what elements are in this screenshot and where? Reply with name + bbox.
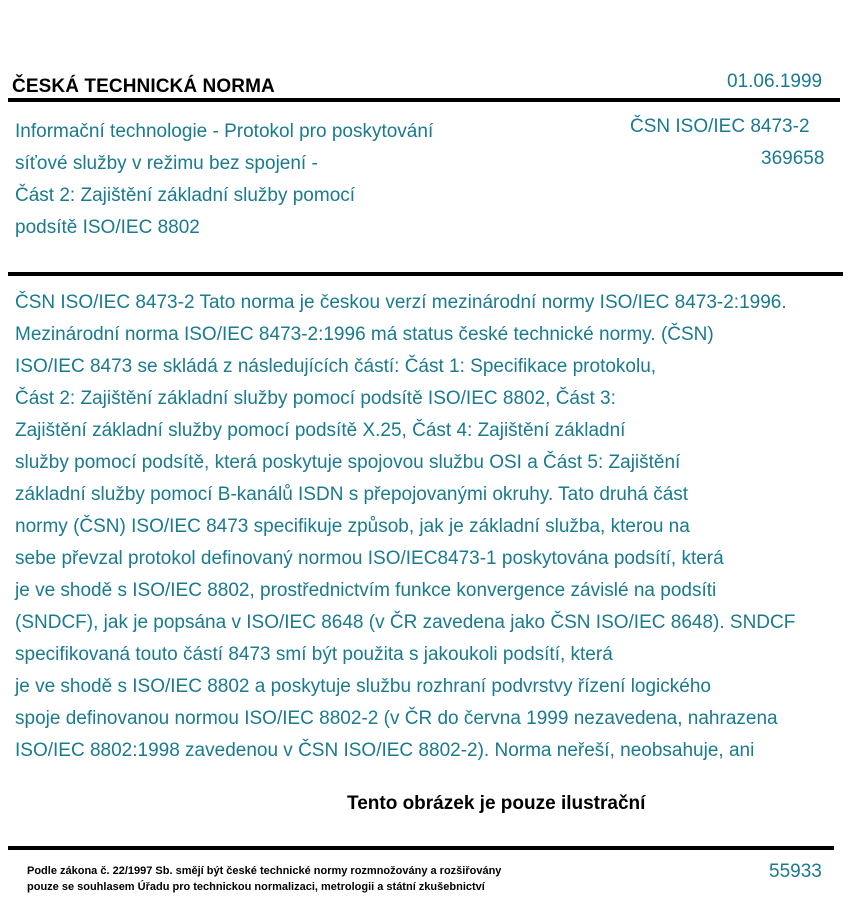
illustration-notice: Tento obrázek je pouze ilustrační	[347, 793, 646, 814]
body-line: je ve shodě s ISO/IEC 8802, prostřednictvím funkce konvergence závislé na podsíti	[15, 580, 717, 601]
bottom-divider	[8, 846, 834, 850]
catalog-number: 55933	[769, 861, 822, 882]
body-line: ČSN ISO/IEC 8473-2 Tato norma je českou verzí mezinárodní normy ISO/IEC 8473-2:1996.	[15, 292, 787, 313]
document-type-heading: ČESKÁ TECHNICKÁ NORMA	[12, 76, 275, 97]
body-line: základní služby pomocí B-kanálů ISDN s přepojovanými okruhy. Tato druhá část	[15, 484, 689, 505]
standard-title	[15, 116, 433, 244]
standard-number: ČSN ISO/IEC 8473-2	[630, 116, 810, 137]
body-line: je ve shodě s ISO/IEC 8802 a poskytuje službu rozhraní podvrstvy řízení logického	[15, 676, 711, 697]
body-line: Mezinárodní norma ISO/IEC 8473-2:1996 má status české technické normy. (ČSN)	[15, 324, 714, 345]
top-divider	[8, 98, 840, 102]
body-line: (SNDCF), jak je popsána v ISO/IEC 8648 (v ČR zavedena jako ČSN ISO/IEC 8648). SNDCF	[15, 612, 796, 633]
body-line: specifikovaná touto částí 8473 smí být použita s jakoukoli podsítí, která	[15, 644, 613, 665]
body-line: spoje definovanou normou ISO/IEC 8802-2 (v ČR do června 1999 nezavedena, nahrazena	[15, 708, 778, 729]
title-line: Informační technologie - Protokol pro poskytování	[15, 121, 434, 142]
publication-date: 01.06.1999	[727, 71, 823, 92]
body-line: ISO/IEC 8473 se skládá z následujících částí: Část 1: Specifikace protokolu,	[15, 356, 657, 377]
copyright-notice	[27, 863, 501, 895]
copyright-line: Podle zákona č. 22/1997 Sb. smějí být české technické normy rozmnožovány a rozšiřovány	[27, 865, 502, 877]
classification-number: 369658	[761, 148, 825, 169]
copyright-line: pouze se souhlasem Úřadu pro technickou normalizaci, metrologii a státní zkušebnictví	[27, 881, 485, 893]
body-line: ISO/IEC 8802:1998 zavedenou v ČSN ISO/IEC 8802-2). Norma neřeší, neobsahuje, ani	[15, 740, 755, 761]
body-line: Zajištění základní služby pomocí podsítě X.25, Část 4: Zajištění základní	[15, 420, 626, 441]
middle-divider	[8, 272, 843, 276]
title-line: Část 2: Zajištění základní služby pomocí	[15, 185, 356, 206]
abstract-text	[15, 287, 795, 767]
body-line: služby pomocí podsítě, která poskytuje spojovou službu OSI a Část 5: Zajištění	[15, 452, 681, 473]
body-line: normy (ČSN) ISO/IEC 8473 specifikuje způsob, jak je základní služba, kterou na	[15, 516, 690, 537]
body-line: sebe převzal protokol definovaný normou ISO/IEC8473-1 poskytována podsítí, která	[15, 548, 724, 569]
title-line: podsítě ISO/IEC 8802	[15, 217, 200, 238]
body-line: Část 2: Zajištění základní služby pomocí podsítě ISO/IEC 8802, Část 3:	[15, 388, 616, 409]
title-line: síťové služby v režimu bez spojení -	[15, 153, 318, 174]
